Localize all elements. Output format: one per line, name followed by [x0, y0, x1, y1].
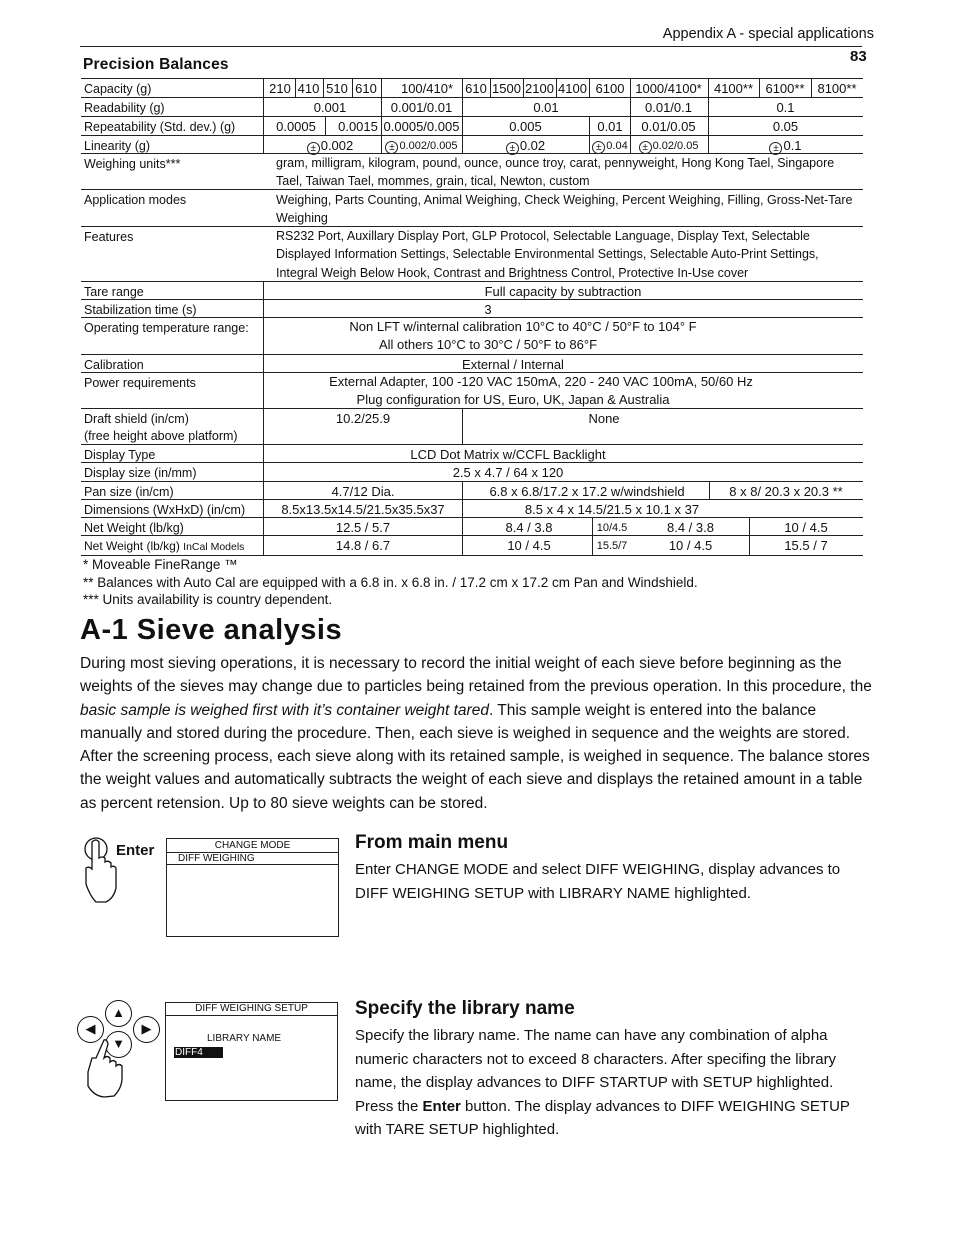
step1-heading: From main menu: [355, 832, 509, 853]
table-cell: Plug configuration for US, Euro, UK, Japan & Australia: [356, 392, 670, 407]
table-cell: 0.01: [533, 100, 559, 115]
header-rule: [80, 46, 862, 47]
row-label: Features: [84, 230, 134, 244]
table-cell: 2100: [525, 81, 554, 96]
row-weighing-units: [81, 153, 863, 190]
step1-text: Enter CHANGE MODE and select DIFF WEIGHING, display advances to DIFF WEIGHING SETUP with LIBRARY NAME highlighted.: [355, 861, 841, 902]
enter-key-label[interactable]: Enter: [116, 842, 155, 859]
plus-minus-icon: ±: [506, 142, 519, 155]
table-cell: 2.5 x 4.7 / 64 x 120: [452, 465, 564, 480]
row-linearity: [81, 135, 863, 154]
hand-press-icon: [84, 836, 120, 904]
table-cell: ± 0.002/0.005: [381, 137, 462, 155]
arrow-down-icon[interactable]: ▼: [105, 1031, 132, 1058]
row-label: Draft shield (in/cm): [84, 412, 189, 426]
table-cell: 10/4.5: [596, 522, 628, 534]
row-label: Display Type: [84, 448, 156, 462]
table-cell: 6100: [595, 81, 625, 96]
table-cell: 14.8 / 6.7: [335, 538, 391, 553]
footnote: * Moveable FineRange ™: [83, 557, 238, 572]
row-capacity: [81, 78, 863, 97]
table-cell: 0.1: [776, 100, 795, 115]
row-net-weight: [81, 517, 863, 536]
table-cell: 0.0005/0.005: [383, 119, 460, 134]
table-cell: 4100: [558, 81, 587, 96]
row-tare-range: [81, 281, 863, 300]
library-name-field[interactable]: DIFF4: [174, 1047, 223, 1058]
table-cell: 4100**: [713, 81, 754, 96]
section-title: A-1 Sieve analysis: [80, 614, 343, 646]
table-cell: 210: [269, 81, 291, 96]
table-title: Precision Balances: [83, 56, 229, 73]
row-label: Capacity (g): [84, 82, 152, 96]
lcd-menu-item: LIBRARY NAME: [207, 1033, 282, 1044]
table-cell: 8.4 / 3.8: [667, 520, 714, 535]
row-label: Calibration: [84, 358, 144, 372]
table-cell: 3: [484, 302, 492, 317]
row-dimensions: [81, 499, 863, 518]
table-cell: 610: [465, 81, 487, 96]
row-label: Display size (in/mm): [84, 466, 197, 480]
table-cell: ± 0.002: [267, 137, 393, 155]
table-cell: 0.01/0.05: [641, 119, 696, 134]
arrow-up-icon[interactable]: ▲: [105, 1000, 132, 1027]
table-cell: ± 0.04: [589, 137, 631, 155]
table-cell: Full capacity by subtraction: [484, 284, 642, 299]
row-label: Repeatability (Std. dev.) (g): [84, 120, 236, 134]
table-cell: 6.8 x 6.8/17.2 x 17.2 w/windshield: [489, 484, 685, 499]
hand-press-icon: [82, 1036, 124, 1098]
table-cell: 0.001/0.01: [390, 100, 453, 115]
table-cell: 0.01: [597, 119, 623, 134]
table-cell: 610: [355, 81, 377, 96]
arrow-right-icon[interactable]: ▶: [133, 1016, 160, 1043]
row-net-weight-incal: [81, 535, 863, 556]
table-cell: 10 / 4.5: [668, 538, 713, 553]
table-cell: ± 0.02/0.05: [630, 137, 707, 155]
lcd-title: DIFF WEIGHING SETUP: [166, 1003, 337, 1016]
table-cell: 1500: [492, 81, 521, 96]
row-label: (free height above platform): [84, 429, 238, 443]
table-cell: External Adapter, 100 -120 VAC 150mA, 220 - 240 VAC 100mA, 50/60 Hz: [329, 374, 753, 389]
table-cell: 8.5x13.5x14.5/21.5x35.5x37: [281, 502, 445, 517]
table-cell: gram, milligram, kilogram, pound, ounce, ounce troy, carat, pennyweight, Hong Kong Tael, Singapore Tael, Taiwan Tael, mommes, grain, tical, Newton, custom: [276, 156, 835, 189]
row-label: Power requirements: [84, 376, 196, 390]
row-label: Weighing units***: [84, 157, 181, 171]
table-cell: 0.05: [772, 119, 799, 134]
row-display-type: [81, 444, 863, 463]
table-cell: 10.2/25.9: [335, 411, 391, 426]
lcd-display-diff-weighing-setup: [165, 1002, 338, 1101]
table-cell: 0.001: [313, 100, 347, 115]
table-cell: LCD Dot Matrix w/CCFL Backlight: [410, 447, 606, 462]
table-cell: RS232 Port, Auxillary Display Port, GLP Protocol, Selectable Language, Display Text, Selectable Displayed Information Settings, Selectable Environmental Settings, Selectable Auto-Print Settings, Integral Weigh Below Hook, Contrast and Brightness Control, Protective In-Use cover: [276, 229, 819, 280]
row-label: Readability (g): [84, 101, 165, 115]
row-label: Application modes: [84, 193, 187, 207]
row-draft-shield: [81, 408, 863, 445]
table-cell: Non LFT w/internal calibration 10°C to 40°C / 50°F to 104° F: [349, 319, 697, 334]
row-operating-temperature: [81, 317, 863, 354]
row-display-size: [81, 462, 863, 481]
intro-paragraph: During most sieving operations, it is necessary to record the initial weight of each sieve before beginning as the weights of the sieves may change due to particles being retained from the previous operation. In this procedure, the basic sample is weighed first with it’s container weight tared. This sample weight is entered into the balance manually and stored during the procedure. Then, each sieve is weighed in sequence and the weights are stored. After the screening process, each sieve along with its retained sample, is weighed in sequence. The balance stores the weight values and automatically subtracts the weight of each sieve and displays the retained amount in a table as percent retension. Up to 80 sieve weights can be stored.: [80, 655, 872, 812]
row-label: Net Weight (lb/kg) InCal Models: [84, 539, 245, 553]
step2-text: Specify the library name. The name can have any combination of alpha numeric characters not to exceed 8 characters. After specifing the library name, the display advances to DIFF STARTUP with SETUP highlighted. Press the Enter button. The display advances to DIFF WEIGHING SETUP with TARE SETUP highlighted.: [355, 1027, 850, 1138]
page-number: 83: [850, 48, 867, 65]
footnote: ** Balances with Auto Cal are equipped with a 6.8 in. x 6.8 in. / 17.2 cm x 17.2 cm Pan and Windshield.: [83, 575, 698, 590]
running-header: Appendix A - special applications: [662, 26, 874, 42]
table-cell: 15.5/7: [596, 540, 628, 552]
row-calibration: [81, 354, 863, 373]
row-label: Pan size (in/cm): [84, 485, 174, 499]
lcd-menu-item: DIFF WEIGHING: [167, 852, 338, 865]
table-cell: 8 x 8/ 20.3 x 20.3 **: [729, 484, 843, 499]
row-application-modes: [81, 189, 863, 227]
row-label: Linearity (g): [84, 139, 150, 153]
row-pan-size: [81, 481, 863, 500]
table-cell: 0.01/0.1: [645, 100, 692, 115]
table-cell: 0.005: [509, 119, 542, 134]
row-stabilization: [81, 299, 863, 318]
footnote: *** Units availability is country dependent.: [83, 592, 333, 607]
table-cell: ± 0.1: [708, 137, 863, 155]
row-features: [81, 226, 863, 281]
row-repeatability: [81, 116, 863, 135]
row-readability: [81, 97, 863, 116]
row-label: Dimensions (WxHxD) (in/cm): [84, 503, 246, 517]
table-cell: 8100**: [817, 81, 857, 96]
table-cell: 1000/4100*: [635, 81, 702, 96]
row-power: [81, 372, 863, 409]
row-label: Tare range: [84, 285, 144, 299]
table-cell: 15.5 / 7: [784, 538, 828, 553]
plus-minus-icon: ±: [385, 141, 398, 154]
table-cell: 410: [297, 81, 320, 96]
plus-minus-icon: ±: [592, 141, 605, 154]
table-cell: 4.7/12 Dia.: [331, 484, 395, 499]
table-cell: 10 / 4.5: [507, 538, 551, 553]
table-cell: 10 / 4.5: [784, 520, 828, 535]
row-label: Net Weight (lb/kg): [84, 521, 184, 535]
table-cell: None: [588, 411, 620, 426]
lcd-title: CHANGE MODE: [214, 840, 291, 851]
table-cell: 0.0005: [276, 119, 316, 134]
step2-heading: Specify the library name: [355, 998, 575, 1019]
table-cell: 6100**: [765, 81, 805, 96]
table-cell: All others 10°C to 30°C / 50°F to 86°F: [378, 337, 598, 352]
plus-minus-icon: ±: [307, 142, 320, 155]
table-cell: External / Internal: [462, 357, 564, 372]
table-cell: 0.0015: [338, 119, 378, 134]
arrow-keypad: [76, 1000, 162, 1098]
table-cell: ± 0.02: [462, 137, 589, 155]
row-label: Operating temperature range:: [84, 321, 249, 335]
row-label: Stabilization time (s): [84, 303, 197, 317]
table-cell: 8.4 / 3.8: [505, 520, 553, 535]
lcd-display-change-mode: [166, 838, 339, 937]
table-cell: Weighing, Parts Counting, Animal Weighing, Check Weighing, Percent Weighing, Filling, Gross-Net-Tare Weighing: [276, 193, 853, 226]
table-cell: 12.5 / 5.7: [335, 520, 391, 535]
table-cell: 100/410*: [400, 81, 454, 96]
table-cell: 510: [326, 81, 348, 96]
plus-minus-icon: ±: [639, 141, 652, 154]
plus-minus-icon: ±: [769, 142, 782, 155]
table-cell: 8.5 x 4 x 14.5/21.5 x 10.1 x 37: [524, 502, 700, 517]
arrow-left-icon[interactable]: ◀: [77, 1016, 104, 1043]
